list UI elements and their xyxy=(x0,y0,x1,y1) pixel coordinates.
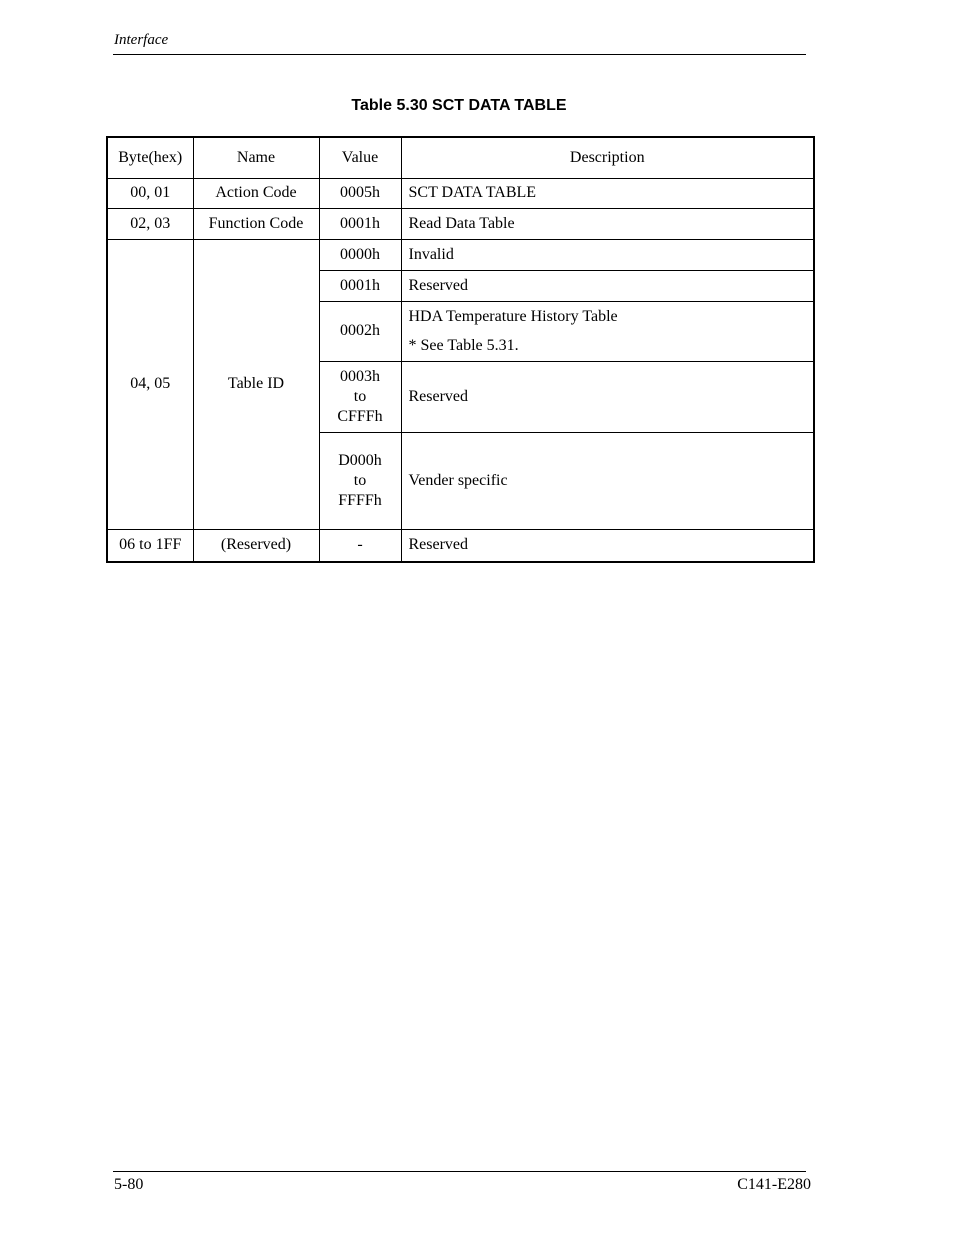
cell-value-range xyxy=(319,361,401,432)
description-text: HDA Temperature History Table xyxy=(408,308,618,325)
range-to: CFFFh xyxy=(337,407,383,425)
table-row xyxy=(107,239,814,270)
range-to-word: to xyxy=(353,387,367,405)
cell-description: Reserved xyxy=(401,361,814,432)
range-to: FFFFh xyxy=(338,491,382,509)
cell-description: Invalid xyxy=(401,239,814,270)
cell-value: 0000h xyxy=(319,239,401,270)
cell-name: Table ID xyxy=(193,239,319,529)
cell-description xyxy=(401,301,814,361)
range-from: D000h xyxy=(338,451,382,469)
table-row xyxy=(107,529,814,562)
footer-rule xyxy=(113,1171,806,1172)
cell-byte: 02, 03 xyxy=(107,208,193,239)
table-title: Table 5.30 SCT DATA TABLE xyxy=(351,97,567,114)
cell-byte: 04, 05 xyxy=(107,239,193,529)
description-note: * See Table 5.31. xyxy=(408,337,519,354)
cell-name: Action Code xyxy=(193,178,319,208)
running-header: Interface xyxy=(114,32,169,48)
table-row xyxy=(107,178,814,208)
cell-byte: 00, 01 xyxy=(107,178,193,208)
range-from: 0003h xyxy=(340,367,380,385)
cell-value: 0001h xyxy=(319,208,401,239)
page-number: 5-80 xyxy=(114,1176,144,1193)
cell-value: 0002h xyxy=(319,301,401,361)
range-to-word: to xyxy=(353,471,367,489)
cell-name: Function Code xyxy=(193,208,319,239)
table-header-row xyxy=(107,137,814,178)
sct-data-table xyxy=(106,136,815,563)
cell-value: - xyxy=(319,529,401,562)
col-header-name: Name xyxy=(193,137,319,178)
cell-description: Vender specific xyxy=(401,432,814,529)
cell-description: Reserved xyxy=(401,529,814,562)
col-header-value: Value xyxy=(319,137,401,178)
cell-value: 0005h xyxy=(319,178,401,208)
header-rule xyxy=(113,54,806,55)
table-row xyxy=(107,208,814,239)
cell-description: Read Data Table xyxy=(401,208,814,239)
col-header-byte: Byte(hex) xyxy=(107,137,193,178)
cell-description: SCT DATA TABLE xyxy=(401,178,814,208)
document-id: C141-E280 xyxy=(737,1176,811,1193)
cell-name: (Reserved) xyxy=(193,529,319,562)
cell-byte: 06 to 1FF xyxy=(107,529,193,562)
cell-description: Reserved xyxy=(401,270,814,301)
cell-value: 0001h xyxy=(319,270,401,301)
cell-value-range xyxy=(319,432,401,529)
col-header-description: Description xyxy=(401,137,814,178)
